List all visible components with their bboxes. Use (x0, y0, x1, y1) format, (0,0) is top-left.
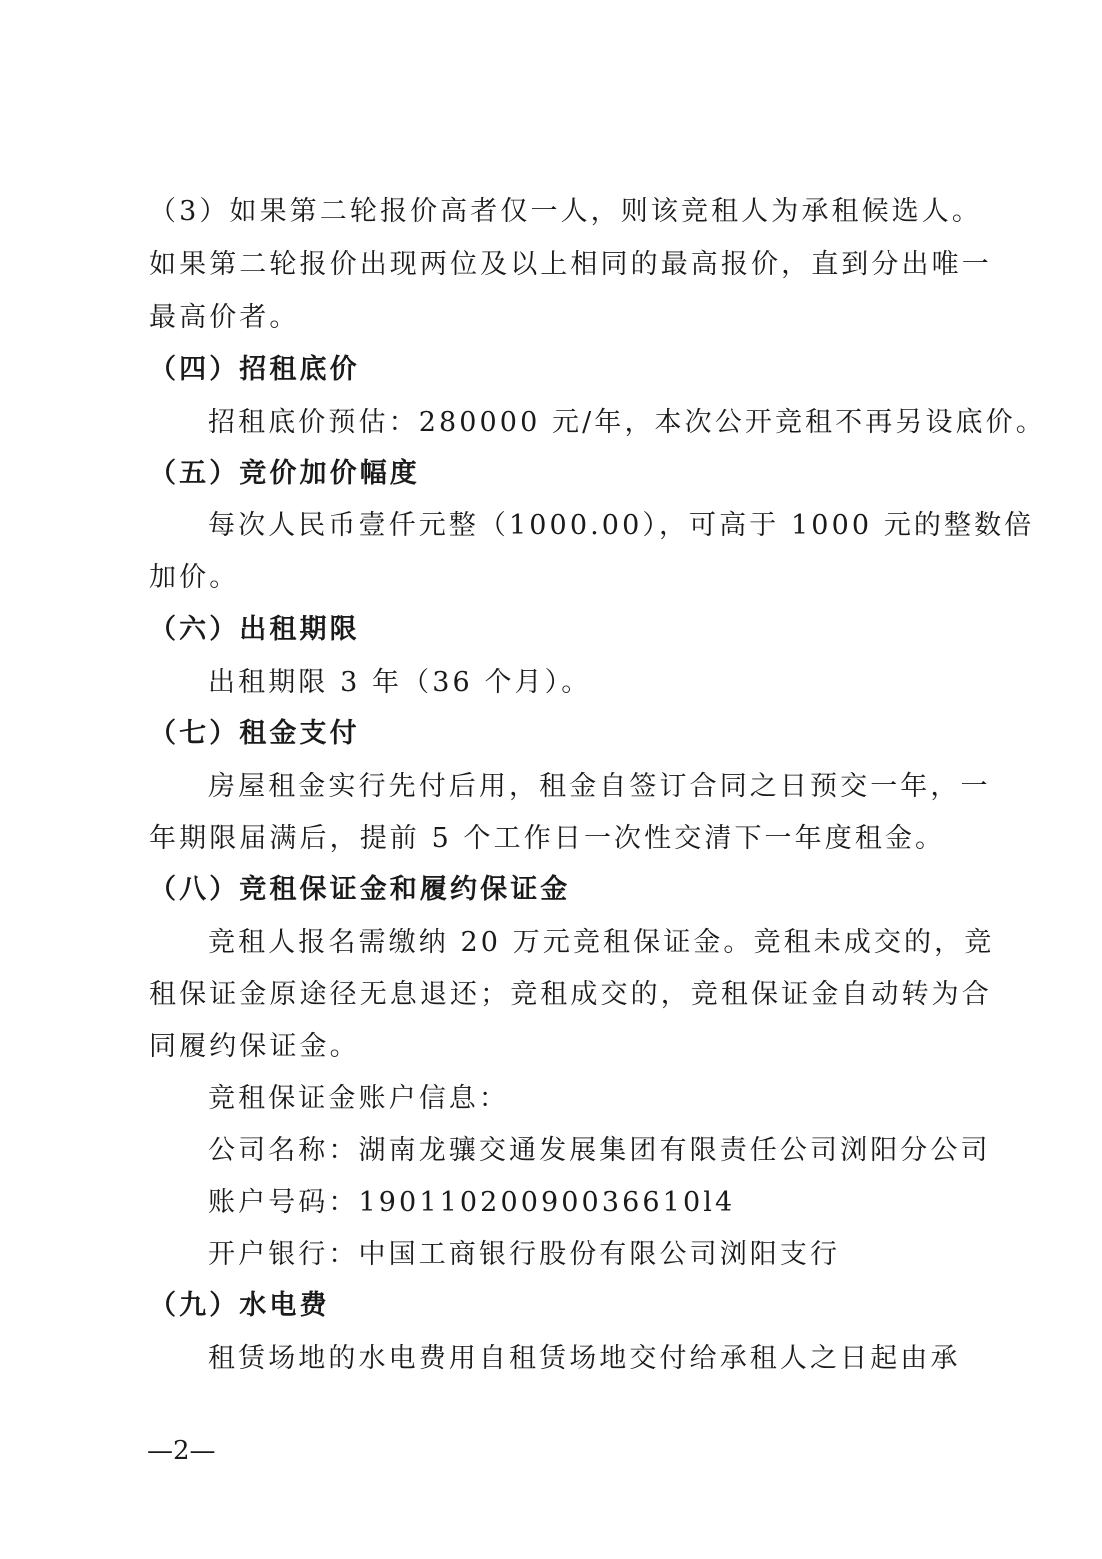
paragraph-line: 出租期限 3 年（36 个月）。 (208, 667, 592, 698)
paragraph-line: （3）如果第二轮报价高者仅一人，则该竞租人为承租候选人。 (149, 196, 982, 227)
account-info-title: 竞租保证金账户信息： (208, 1083, 509, 1114)
account-number: 账户号码：19011020090036610l4 (208, 1187, 736, 1218)
paragraph-line: 房屋租金实行先付后用，租金自签订合同之日预交一年，一 (208, 771, 991, 802)
paragraph-line: 招租底价预估：280000 元/年，本次公开竞租不再另设底价。 (208, 407, 1046, 438)
paragraph-line: 每次人民币壹仟元整（1000.00），可高于 1000 元的整数倍 (208, 510, 1035, 541)
account-company-name: 公司名称：湖南龙骧交通发展集团有限责任公司浏阳分公司 (208, 1135, 991, 1166)
section-heading-9: （九）水电费 (149, 1290, 330, 1321)
paragraph-line: 年期限届满后，提前 5 个工作日一次性交清下一年度租金。 (149, 823, 946, 854)
paragraph-line: 租赁场地的水电费用自租赁场地交付给承租人之日起由承 (208, 1343, 961, 1374)
section-heading-8: （八）竞租保证金和履约保证金 (149, 874, 571, 905)
paragraph-line: 最高价者。 (149, 302, 300, 333)
page-number: —2— (147, 1436, 216, 1466)
section-heading-7: （七）租金支付 (149, 718, 360, 749)
section-heading-5: （五）竞价加价幅度 (149, 458, 420, 489)
paragraph-line: 如果第二轮报价出现两位及以上相同的最高报价，直到分出唯一 (149, 249, 992, 280)
section-heading-4: （四）招租底价 (149, 354, 360, 385)
paragraph-line: 竞租人报名需缴纳 20 万元竞租保证金。竞租未成交的，竞 (208, 927, 995, 958)
paragraph-line: 加价。 (149, 562, 240, 593)
account-bank: 开户银行：中国工商银行股份有限公司浏阳支行 (208, 1239, 841, 1270)
paragraph-line: 租保证金原途径无息退还；竞租成交的，竞租保证金自动转为合 (149, 979, 992, 1010)
paragraph-line: 同履约保证金。 (149, 1031, 360, 1062)
section-heading-6: （六）出租期限 (149, 614, 360, 645)
